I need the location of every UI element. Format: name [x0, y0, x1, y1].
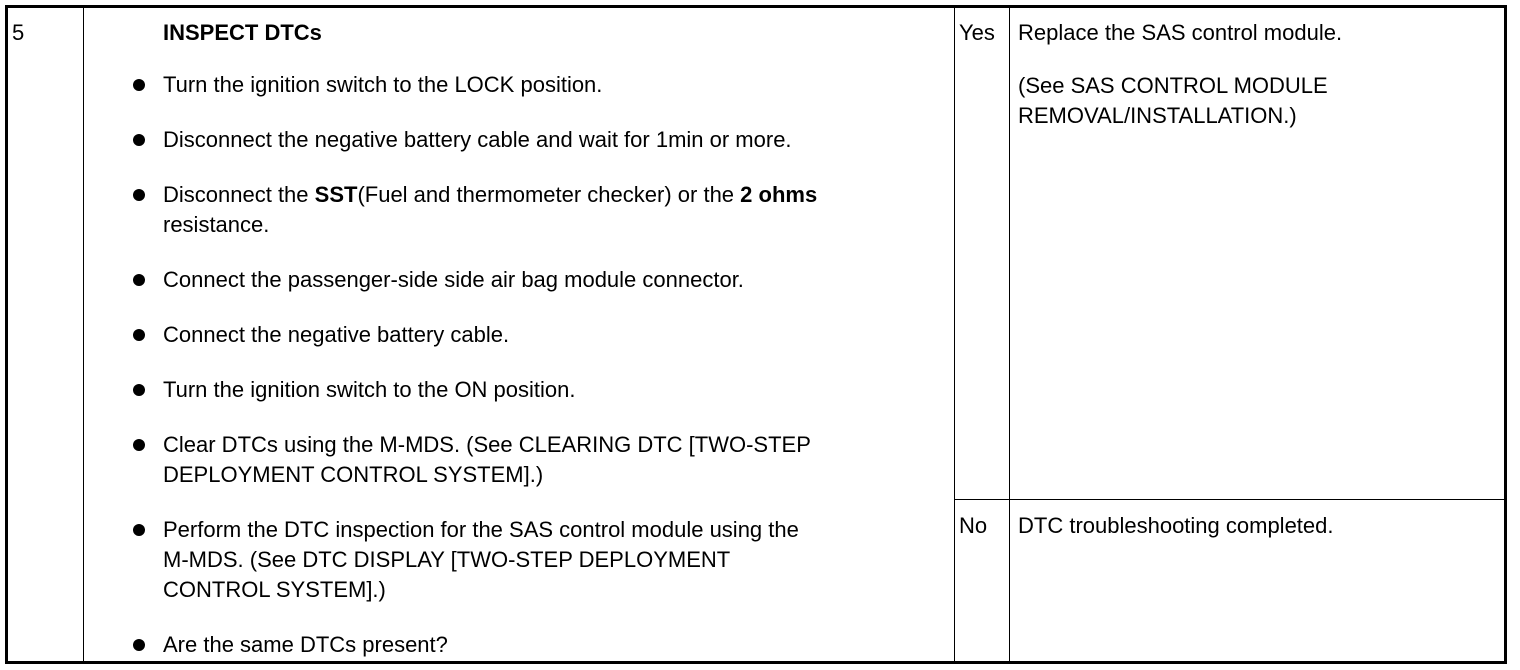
- instruction-emphasis: 2 ohms: [740, 182, 818, 207]
- column-divider: [1009, 8, 1010, 661]
- instruction-item-continued: M-MDS. (See DTC DISPLAY [TWO-STEP DEPLOYMENT: [163, 547, 731, 572]
- column-divider: [954, 8, 955, 661]
- step-number: 5: [12, 20, 25, 45]
- instruction-item: [163, 180, 817, 210]
- step-title: INSPECT DTCs: [163, 20, 322, 45]
- instruction-text: Disconnect the: [163, 182, 315, 207]
- bullet-icon: [133, 439, 145, 451]
- instruction-item: Connect the passenger-side side air bag module connector.: [163, 267, 744, 292]
- instruction-item: Turn the ignition switch to the LOCK position.: [163, 72, 603, 97]
- instruction-item-continued: CONTROL SYSTEM].): [163, 577, 386, 602]
- bullet-icon: [133, 274, 145, 286]
- inspection-table: [5, 5, 1507, 664]
- no-action: DTC troubleshooting completed.: [1018, 513, 1334, 538]
- instruction-item-continued: resistance.: [163, 212, 270, 237]
- instruction-item: Connect the negative battery cable.: [163, 322, 510, 347]
- instruction-item: Clear DTCs using the M-MDS. (See CLEARING DTC [TWO-STEP: [163, 432, 811, 457]
- bullet-icon: [133, 524, 145, 536]
- instruction-item: Turn the ignition switch to the ON position.: [163, 377, 576, 402]
- bullet-icon: [133, 639, 145, 651]
- yes-reference-continued: REMOVAL/INSTALLATION.): [1018, 103, 1297, 128]
- bullet-icon: [133, 329, 145, 341]
- instruction-text: (Fuel and thermometer checker) or the: [357, 182, 741, 207]
- bullet-icon: [133, 79, 145, 91]
- no-label: No: [959, 513, 988, 538]
- bullet-icon: [133, 134, 145, 146]
- column-divider: [83, 8, 84, 661]
- yes-action: Replace the SAS control module.: [1018, 20, 1343, 45]
- bullet-icon: [133, 189, 145, 201]
- instruction-item: Perform the DTC inspection for the SAS control module using the: [163, 517, 799, 542]
- yes-label: Yes: [959, 20, 995, 45]
- instruction-question: Are the same DTCs present?: [163, 632, 448, 657]
- row-divider: [954, 499, 1504, 500]
- instruction-item: Disconnect the negative battery cable and wait for 1min or more.: [163, 127, 792, 152]
- instruction-emphasis: SST: [314, 182, 358, 207]
- instruction-item-continued: DEPLOYMENT CONTROL SYSTEM].): [163, 462, 544, 487]
- yes-reference: (See SAS CONTROL MODULE: [1018, 73, 1328, 98]
- bullet-icon: [133, 384, 145, 396]
